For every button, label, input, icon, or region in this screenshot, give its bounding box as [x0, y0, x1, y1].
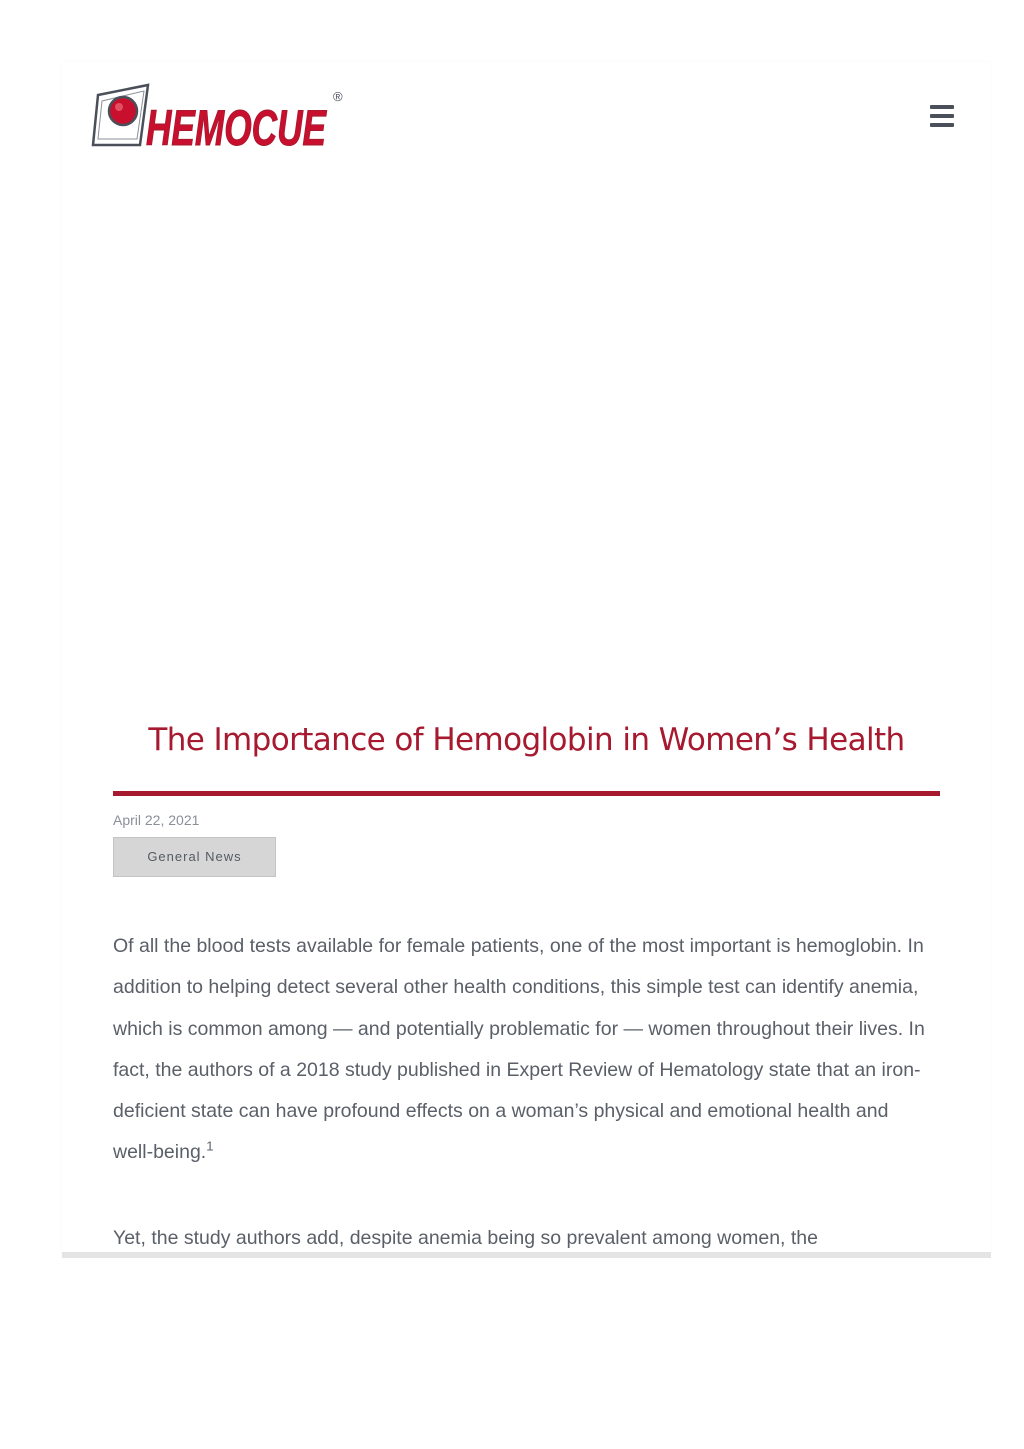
svg-text:HEMOCUE: HEMOCUE — [146, 100, 328, 156]
article-title: The Importance of Hemoglobin in Women’s Health — [148, 722, 905, 758]
horizontal-scrollbar[interactable] — [62, 1252, 991, 1258]
category-tag-general-news[interactable]: General News — [113, 837, 276, 877]
page-frame — [62, 62, 991, 1255]
paragraph-text: Of all the blood tests available for female patients, one of the most important is hemoglobin. In addition to helping detect several other health conditions, this simple test can identify anemia, which is common among — and potentially problematic for — women throughout their lives. In fact, the authors of a 2018 study published in Expert Review of Hematology state that an iron-deficient state can have profound effects on a woman’s physical and emotional health and well-being. — [113, 935, 925, 1164]
publish-date: April 22, 2021 — [113, 812, 200, 828]
site-header — [62, 62, 991, 160]
title-divider — [113, 791, 940, 796]
article-paragraph: Yet, the study authors add, despite anemia being so prevalent among women, the — [113, 1226, 818, 1249]
hamburger-menu-icon — [930, 123, 954, 127]
footnote-link[interactable]: 1 — [206, 1138, 214, 1154]
article-body — [113, 926, 933, 1303]
article-paragraph — [113, 926, 933, 1174]
hero-image-placeholder — [62, 160, 991, 720]
hamburger-menu-button[interactable] — [920, 102, 958, 132]
hamburger-menu-icon — [930, 105, 954, 109]
hemocue-logo-icon — [90, 81, 350, 156]
hamburger-menu-icon — [930, 114, 954, 118]
hemocue-logo[interactable] — [90, 81, 350, 156]
svg-text:®: ® — [333, 89, 343, 104]
